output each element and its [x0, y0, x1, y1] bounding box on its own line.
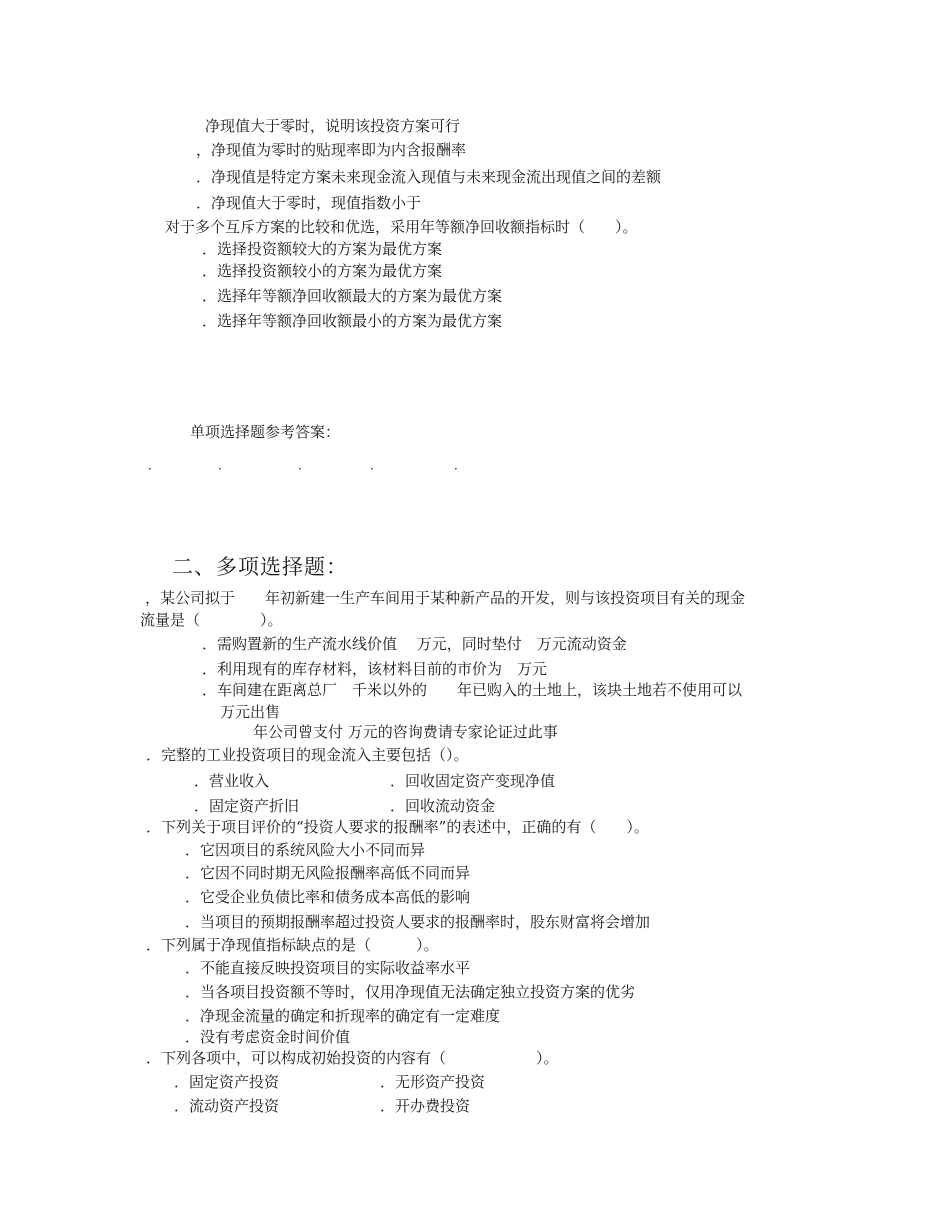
q5-stem: ．下列各项中，可以构成初始投资的内容有（ ）。	[146, 1049, 559, 1067]
q3-option: ．当项目的预期报酬率超过投资人要求的报酬率时，股东财富将会增加	[185, 913, 651, 931]
q2-stem: ．完整的工业投资项目的现金流入主要包括（）。	[146, 746, 469, 764]
q1-stem-line2: 流量是（ ）。	[140, 611, 283, 629]
q1-option: ．车间建在距离总厂 千米以外的 年已购入的土地上，该块土地若不使用可以	[202, 681, 743, 699]
q3-option: ．它受企业负债比率和债务成本高低的影响	[185, 888, 471, 906]
q5-option: ．固定资产投资	[174, 1073, 280, 1091]
q3-option: ．它因不同时期无风险报酬率高低不同而异	[185, 864, 471, 882]
q4-option: ．净现金流量的确定和折现率的确定有一定难度	[185, 1007, 501, 1025]
q5-option: ．开办费投资	[380, 1097, 471, 1115]
q1-option: ．需购置新的生产流水线价值 万元，同时垫付 万元流动资金	[202, 635, 627, 653]
q1-option: ．利用现有的库存材料，该材料目前的市价为 万元	[202, 660, 548, 678]
q5-option: ．无形资产投资	[380, 1073, 486, 1091]
answer-dot: ．	[148, 458, 161, 472]
question-option: ．选择投资额较小的方案为最优方案	[202, 262, 443, 280]
answer-dot: ．	[218, 458, 231, 472]
q2-option: ．回收固定资产变现净值	[390, 772, 556, 790]
q2-option: ．营业收入	[194, 772, 270, 790]
question-option: ．选择投资额较大的方案为最优方案	[202, 240, 443, 258]
q1-option-cont: 万元出售	[220, 703, 281, 721]
q1-option: 年公司曾支付 万元的咨询费请专家论证过此事	[253, 723, 558, 741]
q3-option: ．它因项目的系统风险大小不同而异	[185, 841, 426, 859]
q4-option: ．当各项目投资额不等时，仅用净现值无法确定独立投资方案的优劣	[185, 983, 636, 1001]
answer-dot: ．	[370, 458, 383, 472]
q3-stem: ．下列关于项目评价的“投资人要求的报酬率”的表述中，正确的有（ ）。	[146, 818, 649, 836]
q4-option: ．不能直接反映投资项目的实际收益率水平	[185, 959, 471, 977]
question-option: ．选择年等额净回收额最大的方案为最优方案	[202, 287, 503, 305]
q4-option: ．没有考虑资金时间价值	[185, 1028, 351, 1046]
answer-dot: ．	[298, 458, 311, 472]
q2-option: ．固定资产折旧	[194, 797, 300, 815]
q5-option: ．流动资产投资	[174, 1097, 280, 1115]
question-option: ．选择年等额净回收额最小的方案为最优方案	[202, 312, 503, 330]
q4-stem: ．下列属于净现值指标缺点的是（ ）。	[146, 936, 439, 954]
answer-dot: ．	[454, 458, 467, 472]
option-c: ．净现值是特定方案未来现金流入现值与未来现金流出现值之间的差额	[196, 168, 662, 186]
option-d: ．净现值大于零时，现值指数小于	[196, 194, 422, 212]
option-b: ，净现值为零时的贴现率即为内含报酬率	[196, 141, 467, 159]
q1-stem-line1: ，某公司拟于 年初新建一生产车间用于某种新产品的开发，则与该投资项目有关的现金	[145, 589, 746, 607]
question-stem: 对于多个互斥方案的比较和优选，采用年等额净回收额指标时（ ）。	[165, 218, 638, 236]
option-a: 净现值大于零时，说明该投资方案可行	[205, 117, 461, 135]
q2-option: ．回收流动资金	[390, 797, 496, 815]
answers-title: 单项选择题参考答案：	[190, 423, 341, 441]
section-heading: 二、多项选择题：	[172, 555, 348, 579]
